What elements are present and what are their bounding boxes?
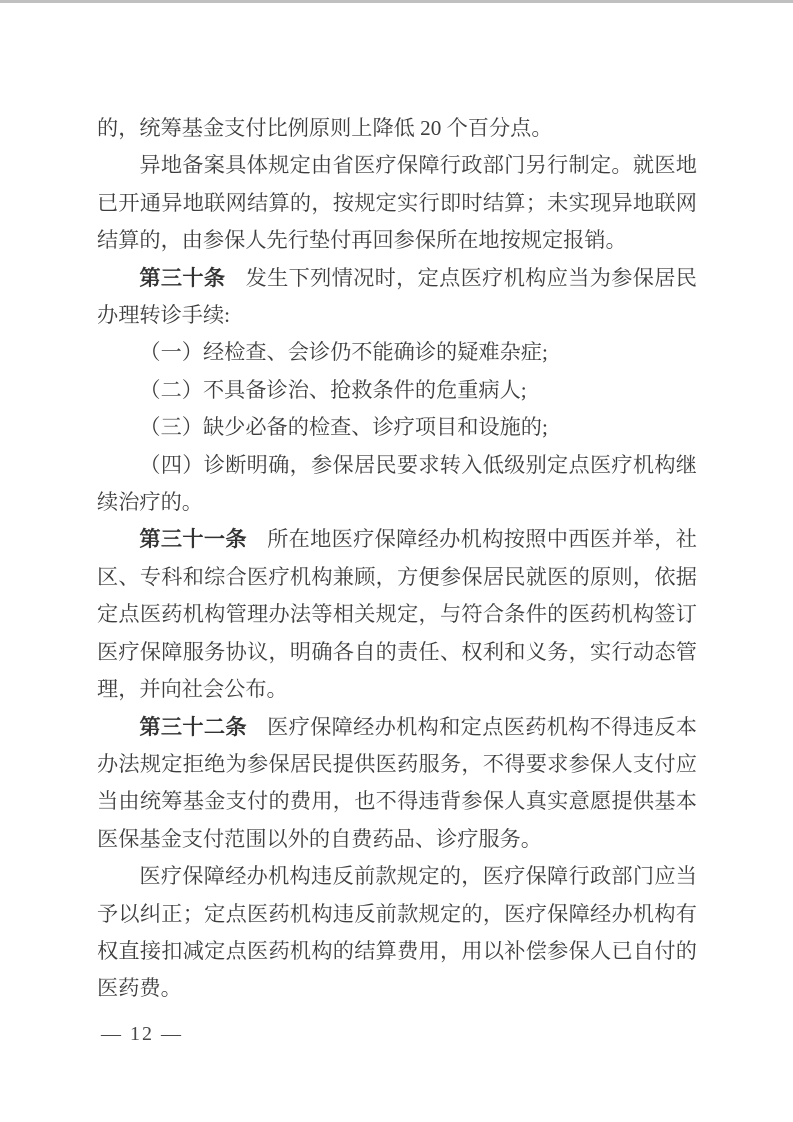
- page-number: — 12 —: [101, 1023, 183, 1045]
- scan-edge-artifact: [0, 0, 793, 3]
- paragraph-text: 的，统筹基金支付比例原则上降低 20 个百分点。: [97, 116, 553, 140]
- paragraph-text: （二）不具备诊治、抢救条件的危重病人;: [139, 377, 527, 402]
- paragraph-article-31: [97, 521, 697, 708]
- clause-item-3: [97, 409, 697, 446]
- paragraph-text: 医疗保障经办机构和定点医药机构不得违反本办法规定拒绝为参保居民提供医药服务，不得要求参保人支付应当由统筹基金支付的费用，也不得违背参保人真实意愿提供基本医保基金支付范围以外的自费药品、诊疗服务。: [97, 714, 697, 851]
- paragraph-text: （三）缺少必备的检查、诊疗项目和设施的;: [139, 415, 548, 440]
- paragraph-continuation: [97, 110, 697, 147]
- clause-item-1: [97, 334, 697, 371]
- paragraph-text: 医疗保障经办机构违反前款规定的，医疗保障行政部门应当予以纠正；定点医药机构违反前款规定的，医疗保障经办机构有权直接扣减定点医药机构的结算费用，用以补偿参保人已自付的医药费。: [97, 864, 697, 1001]
- article-32-number: 第三十二条: [139, 714, 247, 739]
- article-31-number: 第三十一条: [139, 527, 247, 552]
- clause-item-2: [97, 372, 697, 409]
- article-30-number: 第三十条: [139, 265, 226, 290]
- clause-item-4: [97, 447, 697, 522]
- paragraph-text: 发生下列情况时，定点医疗机构应当为参保居民办理转诊手续:: [97, 265, 697, 328]
- paragraph-article-32: [97, 709, 697, 859]
- document-body: [97, 110, 697, 1008]
- paragraph-article-30: [97, 260, 697, 335]
- paragraph-enforcement: [97, 858, 697, 1008]
- paragraph-text: 异地备案具体规定由省医疗保障行政部门另行制定。就医地已开通异地联网结算的，按规定实行即时结算；未实现异地联网结算的，由参保人先行垫付再回参保所在地按规定报销。: [97, 153, 697, 253]
- paragraph-remote-filing: [97, 147, 697, 259]
- paragraph-text: （四）诊断明确，参保居民要求转入低级别定点医疗机构继续治疗的。: [97, 452, 697, 515]
- paragraph-text: （一）经检查、会诊仍不能确诊的疑难杂症;: [139, 340, 548, 365]
- paragraph-text: 所在地医疗保障经办机构按照中西医并举，社区、专科和综合医疗机构兼顾，方便参保居民就医的原则，依据定点医药机构管理办法等相关规定，与符合条件的医药机构签订医疗保障服务协议，明确各自的责任、权利和义务，实行动态管理，并向社会公布。: [97, 527, 697, 702]
